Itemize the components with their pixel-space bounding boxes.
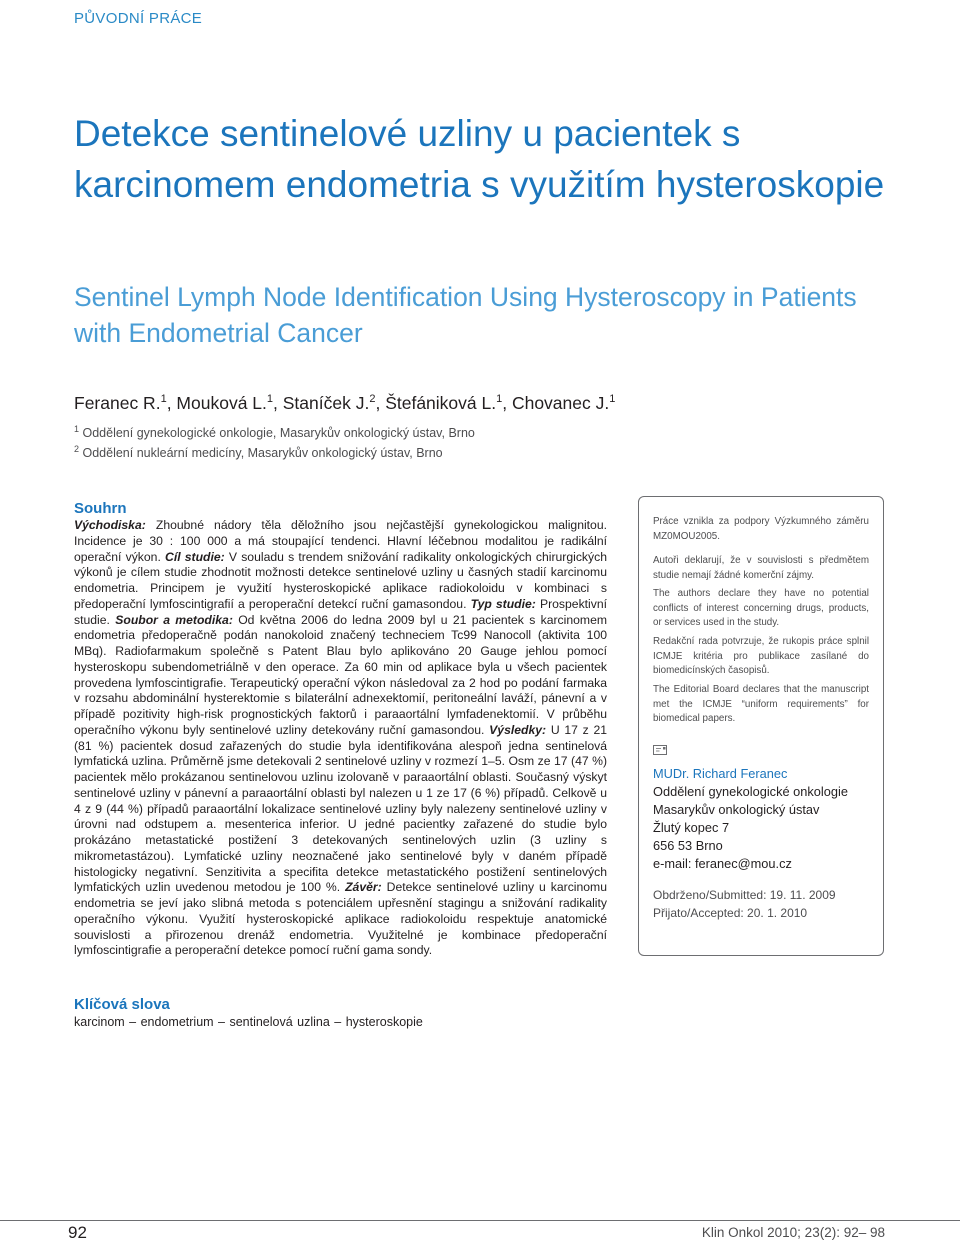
results-label: Výsledky: bbox=[489, 722, 547, 737]
keywords-list: karcinom – endometrium – sentinelová uzlina – hysteroskopie bbox=[74, 1015, 423, 1029]
section-label: PŮVODNÍ PRÁCE bbox=[74, 10, 203, 27]
affiliation-text: Oddělení nukleární medicíny, Masarykův onkologický ústav, Brno bbox=[82, 446, 443, 460]
affiliation-item bbox=[74, 443, 894, 463]
accepted-date: Přijato/Accepted: 20. 1. 2010 bbox=[653, 905, 808, 920]
author-name: Chovanec J. bbox=[511, 393, 610, 413]
background-text: Zhoubné nádory těla děložního jsou nejčastější gynekologickou malignitou. Incidence je 30 : 100 000 a má stoupající tendenci. Hlavní léčebnou modalitou je radikální operační výkon. bbox=[74, 518, 608, 564]
mail-icon bbox=[653, 745, 667, 755]
contact-name: MUDr. Richard Feranec bbox=[653, 766, 788, 781]
author-list: Feranec R.$^1$, Mouková L.$^1$, Staníček J.$^2$, Štefániková L.$^1$, Chovanec J.$^1$ bbox=[74, 393, 616, 413]
summary-heading: Souhrn bbox=[74, 500, 127, 517]
author-affiliation-mark: 1 bbox=[496, 393, 503, 406]
affiliation-number: 1 bbox=[74, 423, 80, 434]
affiliations bbox=[74, 423, 894, 463]
abstract-text bbox=[74, 518, 607, 959]
author-name: Feranec R. bbox=[74, 393, 161, 413]
aim-text: V souladu s trendem snižování radikality onkologických chirurgických výkonů je cílem studie zhodnotit možnosti detekce sentinelové uzliny u časných stadií karcinomu endometria. Principem je využití hysteroskopické aplikace radiokoloidu v kombinaci s předoperační lymfoscintigrafií a peroperační detekcí ruční gamasondou. bbox=[74, 549, 607, 611]
conclusion-text: Detekce sentinelové uzliny u karcinomu endometria se jeví jako slibná metoda s potenciálem upřesnění stagingu a snižování radikality operačního výkonu. Využití hysteroskopické aplikace radiokoloidu respektuje anatomické souvislosti a přirozenou drenáž endometria. Využitelné je kombinace předoperační lymfoscintigrafie a peroperační detekce pomocí ruční gama sondy. bbox=[74, 880, 607, 958]
manuscript-dates bbox=[653, 887, 873, 922]
footer-divider bbox=[0, 1220, 960, 1221]
background-label: Východiska: bbox=[74, 518, 146, 532]
funding-note: Práce vznikla za podpory Výzkumného záměru MZ0MOU2005. bbox=[653, 516, 869, 542]
page-number: 92 bbox=[68, 1223, 87, 1242]
contact-city: 656 53 Brno bbox=[653, 838, 723, 853]
author-name: Staníček J. bbox=[282, 393, 370, 413]
author-affiliation-mark: 1 bbox=[160, 393, 167, 406]
affiliation-number: 2 bbox=[74, 443, 80, 454]
contact-email: e-mail: feranec@mou.cz bbox=[653, 856, 792, 871]
methods-text: Od května 2006 do ledna 2009 byl u 21 pacientek s karcinomem endometria předoperačně podán nanokoloid značený techneciem Tc99 Nanocoll (aktivita 100 MBq). Radiofarmakum společně s Patent Blau bylo aplikováno 20 Gauge jehlou pomocí hysteroskopu subendometriálně v den operace. Za 60 min od aplikace byla u všech pacientek provedena lymfoscintigrafie. Terapeutický operační výkon následoval za 2 hod po podání farmaka v rozsahu abdominální hysterektomie s bilaterální adnexektomií, peritoneální laváží, pánevní a v případě pozitivity high-risk prognostických faktorů i paraaortální lymfadenektomií. V průběhu operačního výkonu byly sentinelové uzliny detekovány ruční gamasondou. bbox=[74, 612, 607, 737]
keywords-heading: Klíčová slova bbox=[74, 996, 170, 1013]
contact-institution: Masarykův onkologický ústav bbox=[653, 802, 820, 817]
author-affiliation-mark: 2 bbox=[369, 393, 376, 406]
journal-reference: Klin Onkol 2010; 23(2): 92– 98 bbox=[701, 1225, 885, 1240]
contact-street: Žlutý kopec 7 bbox=[653, 820, 730, 835]
conclusion-label: Závěr: bbox=[345, 880, 382, 895]
icmje-statement-czech: Redakční rada potvrzuje, že rukopis práce splnil ICMJE kritéria pro publikace zasílané do biomedicínských časopisů. bbox=[653, 636, 869, 676]
affiliation-text: Oddělení gynekologické onkologie, Masarykův onkologický ústav, Brno bbox=[82, 426, 475, 440]
conflict-of-interest-english: The authors declare they have no potential conflicts of interest concerning drugs, products, or services used in the study. bbox=[653, 588, 869, 628]
affiliation-item bbox=[74, 423, 894, 443]
contact-department: Oddělení gynekologické onkologie bbox=[653, 784, 848, 799]
corresponding-author bbox=[653, 765, 873, 873]
study-type-label: Typ studie: bbox=[470, 596, 536, 611]
info-sidebar bbox=[638, 496, 884, 956]
author-affiliation-mark: 1 bbox=[266, 393, 274, 406]
methods-label: Soubor a metodika: bbox=[115, 612, 233, 627]
article-title-czech: Detekce sentinelové uzliny u pacientek s karcinomem endometria s využitím hysteroskopie bbox=[74, 113, 885, 205]
submitted-date: Obdrženo/Submitted: 19. 11. 2009 bbox=[653, 888, 836, 902]
author-name: Štefániková L. bbox=[385, 393, 497, 413]
results-text: U 17 z 21 (81 %) pacientek dosud zařazených do studie byla identifikována alespoň jedna sentinelová lymfatická uzlina. Průměrně jsme detekovali 2 sentinelové uzliny v rozmezí 1–5. Osm ze 17 (47 %) pacientek mělo prokázanou sentinelovou uzlinu izolovaně v paraaortální oblasti. Současný výskyt sentinelové uzliny v pánevní a paraaortální oblasti byl nalezen u 1 ze 17 (6 %) případů. Celkově u 4 z 9 (44 %) případů paraaortální lokalizace sentinelové uzliny byly nalezeny sentinelové uzliny v úrovni nad odstupem a. mesenterica inferior. U jedné pacientky zařazené do studie bylo prokázáno metastatické postižení 3 detekovaných sentinelových uzlin (3 uzliny s mikrometastázou). Lymfatické uzliny neoznačené jako sentinelové byly v daném případě histologicky negativní. Senzitivita a specifita detekce metastatického postižení sentinelových lymfatických uzlin uvedenou metodou je 100 %. bbox=[74, 722, 608, 895]
study-type-text: Prospektivní studie. bbox=[74, 596, 608, 627]
article-title-english: Sentinel Lymph Node Identification Using Hysteroscopy in Patients with Endometrial Cancer bbox=[74, 282, 857, 348]
icmje-statement-english: The Editorial Board declares that the manuscript met the ICMJE “uniform requirements” for biomedical papers. bbox=[653, 684, 869, 724]
author-name: Mouková L. bbox=[176, 393, 267, 413]
conflict-of-interest-czech: Autoři deklarují, že v souvislosti s předmětem studie nemají žádné komerční zájmy. bbox=[653, 555, 869, 581]
aim-label: Cíl studie: bbox=[165, 549, 225, 564]
author-affiliation-mark: 1 bbox=[609, 393, 616, 406]
